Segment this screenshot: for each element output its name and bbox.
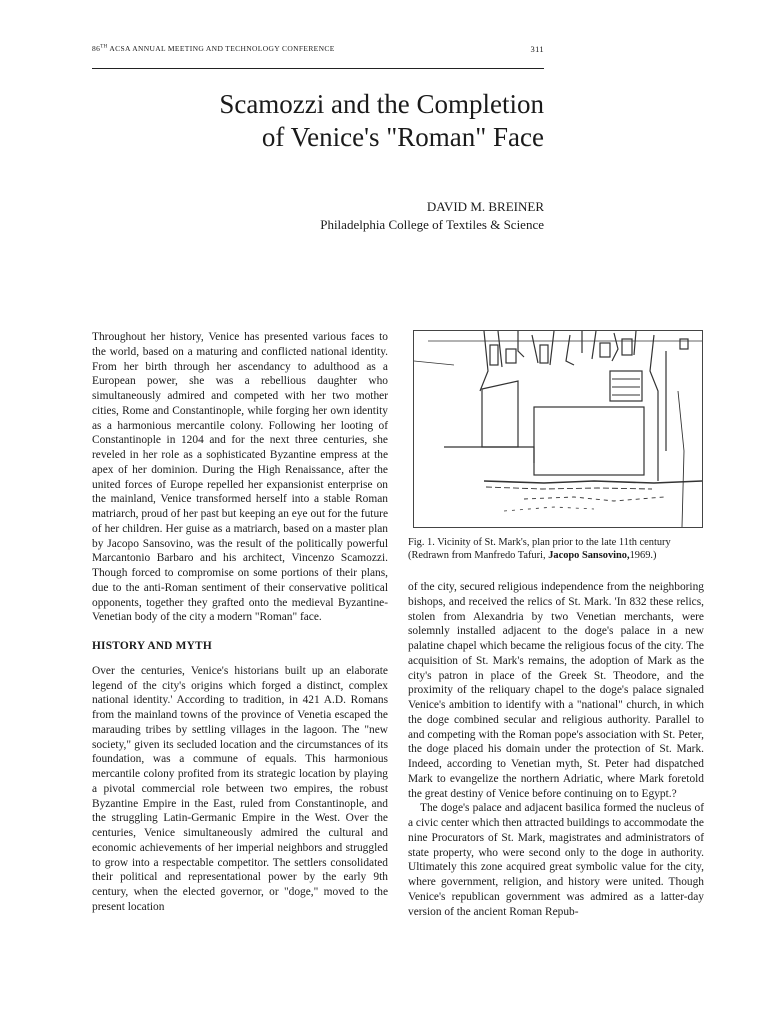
title-line-1: Scamozzi and the Completion [219, 89, 544, 119]
civic-center-paragraph: The doge's palace and adjacent basilica formed the nucleus of a civic center which then attracted buildings to accommodate the nine Procurators of St. Mark, magistrates and administrators of state property, who were second only to the doge in authority. Ultimately this zone acquired great symbolic value for the city, where government, religion, and history were united. Though Venice's republican government was admired as a latter-day version of the ancient Roman Repub- [408, 802, 704, 918]
history-paragraph-continued: of the city, secured religious independence from the neighboring bishops, and received the relics of St. Mark. 'In 832 these relics, stolen from Alexandria by two Venetian merchants, were solemnly installed adjacent to the doge's palace in a new palatine chapel which became the religious focus of the city. The acquisition of St. Mark's remains, the adoption of Mark as the city's patron in place of the Greek St. Theodore, and the proximity of the reliquary chapel to the doge's palace signaled Venice's ambition to identify with a "national" church, in which the doge combined secular and religious authority. Parallel to and competing with the Roman pope's association with St. Peter, the doge placed his domain under the protection of St. Mark. Indeed, according to Venetian myth, St. Peter had dispatched Mark to evangelize the northern Adriatic, where Mark foretold the great destiny of Venice before continuing on to Egypt.? [408, 581, 704, 800]
caption-line-1: Fig. 1. Vicinity of St. Mark's, plan prior to the late 11th century [408, 537, 671, 548]
left-column [92, 330, 388, 915]
caption-line-2: (Redrawn from Manfredo Tafuri, Jacopo Sansovino,1969.) [408, 550, 657, 561]
section-heading: HISTORY AND MYTH [92, 640, 212, 652]
author-affiliation: Philadelphia College of Textiles & Science [320, 217, 544, 232]
author-block [92, 198, 544, 234]
caption-book-title: Jacopo Sansovino, [548, 550, 630, 561]
figure-caption [408, 536, 708, 562]
figure-site-plan [413, 330, 703, 528]
page-number: 311 [530, 44, 544, 54]
right-column [408, 580, 704, 919]
author-name: DAVID M. BREINER [426, 199, 544, 214]
header-rule [92, 68, 544, 69]
intro-paragraph: Throughout her history, Venice has presented various faces to the world, based on a maturing and conflicted national identity. From her birth through her ascendancy to adulthood as a European power, she was a rebellious daughter who simultaneously admired and competed with her two mother cities, Rome and Constantinople, while forging her own identity as a harmonious mercantile colony. Following her looting of Constantinople in 1204 and for the next three centuries, she reveled in her role as a sophisticated Byzantine empress at the apex of her dominion. During the High Renaissance, after the united forces of Europe repelled her expansionist enterprise on the mainland, Venice transformed herself into a stable Roman matriarch, proud of her past but keeping an eye out for the future of her children. Her guise as a matriarch, based on a master plan by Jacopo Sansovino, was the result of the politically powerful Marcantonio Barbaro and his architect, Vincenzo Scamozzi. Though forced to compromise on some portions of their plans, due to the anti-Roman sentiment of their conservative political opponents, together they grafted onto the medieval Byzantine-Venetian body of the city a modern "Roman" face. [92, 331, 388, 624]
title-line-2: of Venice's "Roman" Face [261, 122, 544, 152]
history-paragraph: Over the centuries, Venice's historians built up an elaborate legend of the city's origins which forged a distinct, complex national identity.' According to tradition, in 421 A.D. Romans from the mainland towns of the province of Venetia escaped the marauding tribes by settling villages in the lagoon. The "new society," given its secluded location and the circumstances of its foundation, was a commune of equals. This harmonious mercantile colony profited from its strategic location by playing a pivotal commercial role between two empires, the robust Byzantine Empire in the East, ruled from Constantinople, and the struggling Latin-Germanic Empire in the West. Over the centuries, Venice simultaneously admired the cultural and economic achievements of her imperial neighbors and struggled to grow into a respectable competitor. The settlers consolidated their political and representational power by the early 9th century, when the elected governor, or "doge," moved to the present location [92, 664, 388, 913]
running-header [92, 44, 544, 60]
conference-name: 86TH ACSA ANNUAL MEETING AND TECHNOLOGY CONFERENCE [92, 44, 335, 53]
paper-title [92, 88, 544, 154]
site-plan-drawing [414, 331, 702, 527]
